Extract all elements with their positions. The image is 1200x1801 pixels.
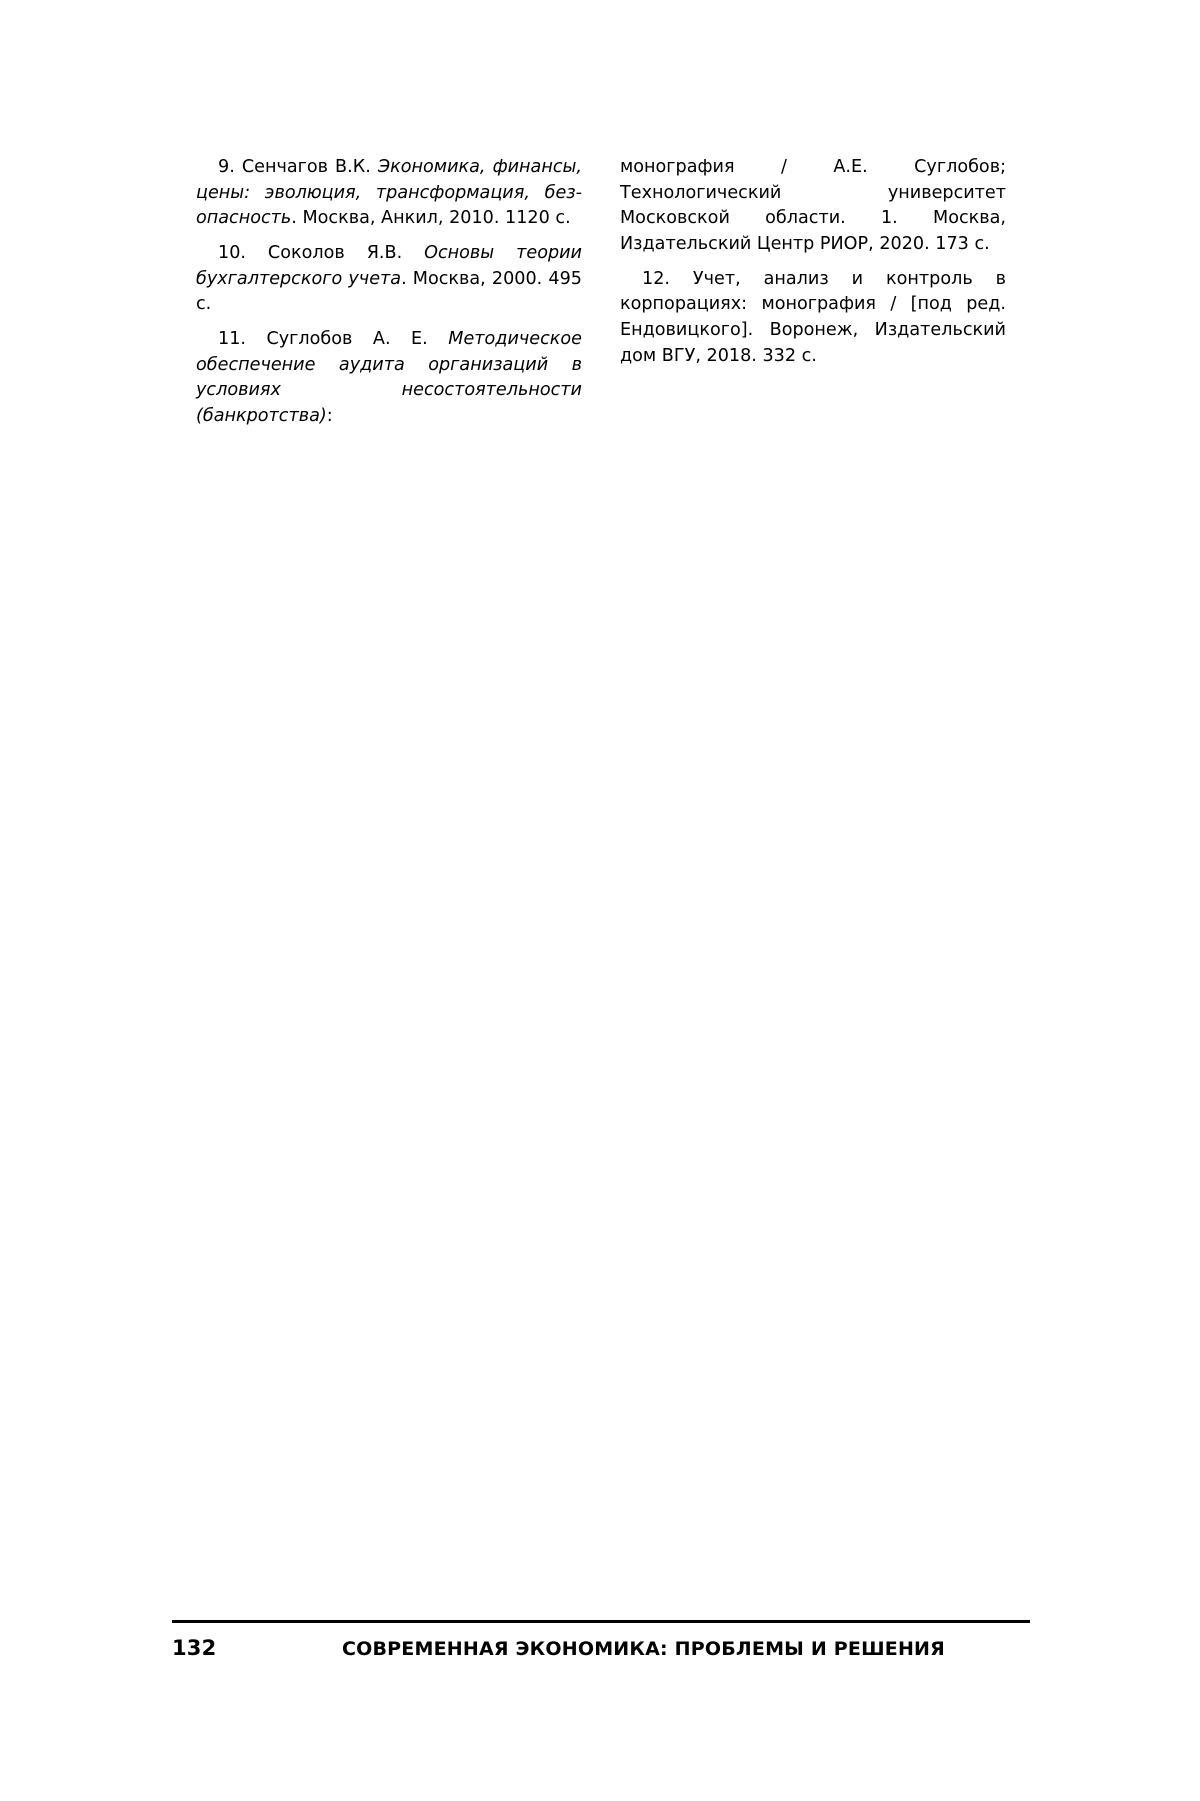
page-number: 132 [172, 1636, 217, 1660]
two-column-layout [196, 155, 1006, 430]
footer-row [172, 1636, 1030, 1660]
reference-text-tail: . Москва, Анкил, 2010. 1120 с. [291, 208, 571, 229]
reference-text-plain: 11. Суглобов А. Е. [218, 329, 449, 350]
reference-text-tail: : [326, 406, 333, 427]
footer-divider [172, 1620, 1030, 1623]
journal-title: СОВРЕМЕННАЯ ЭКОНОМИКА: ПРОБЛЕМЫ И РЕШЕНИЯ [342, 1638, 945, 1660]
page-footer [172, 1620, 1030, 1660]
reference-text-plain: 9. Сенчагов В.К. [218, 157, 378, 177]
reference-text-plain: 10. Соколов Я.В. [218, 243, 425, 264]
reference-item [196, 155, 582, 232]
reference-item [196, 327, 582, 430]
reference-item-continuation [620, 155, 1006, 258]
references-content [196, 155, 1006, 430]
left-column [196, 155, 582, 430]
reference-title-italic: Экономика, финансы, цены: эволюция, трансформация, безопасность [196, 157, 582, 229]
reference-text-tail: . Москва, 2000. 495 с. [196, 268, 582, 315]
reference-title-italic: Методическое обеспечение аудита организаций в условиях несостоятельности (банкротства) [196, 329, 582, 427]
reference-text-plain: 12. Учет, анализ и контроль в корпорациях: монография / [под ред. Ендовицкого]. Воронеж, Издательский дом ВГУ, 2018. 332 с. [620, 268, 1006, 366]
reference-item [196, 241, 582, 318]
reference-item [620, 267, 1006, 370]
reference-title-italic: Основы теории бухгалтерского учета [196, 243, 582, 289]
reference-text-plain: монография / А.Е. Суглобов; Технологический университет Московской области. 1. Москва, Издательский Центр РИОР, 2020. 173 с. [620, 157, 1006, 255]
right-column [620, 155, 1006, 369]
